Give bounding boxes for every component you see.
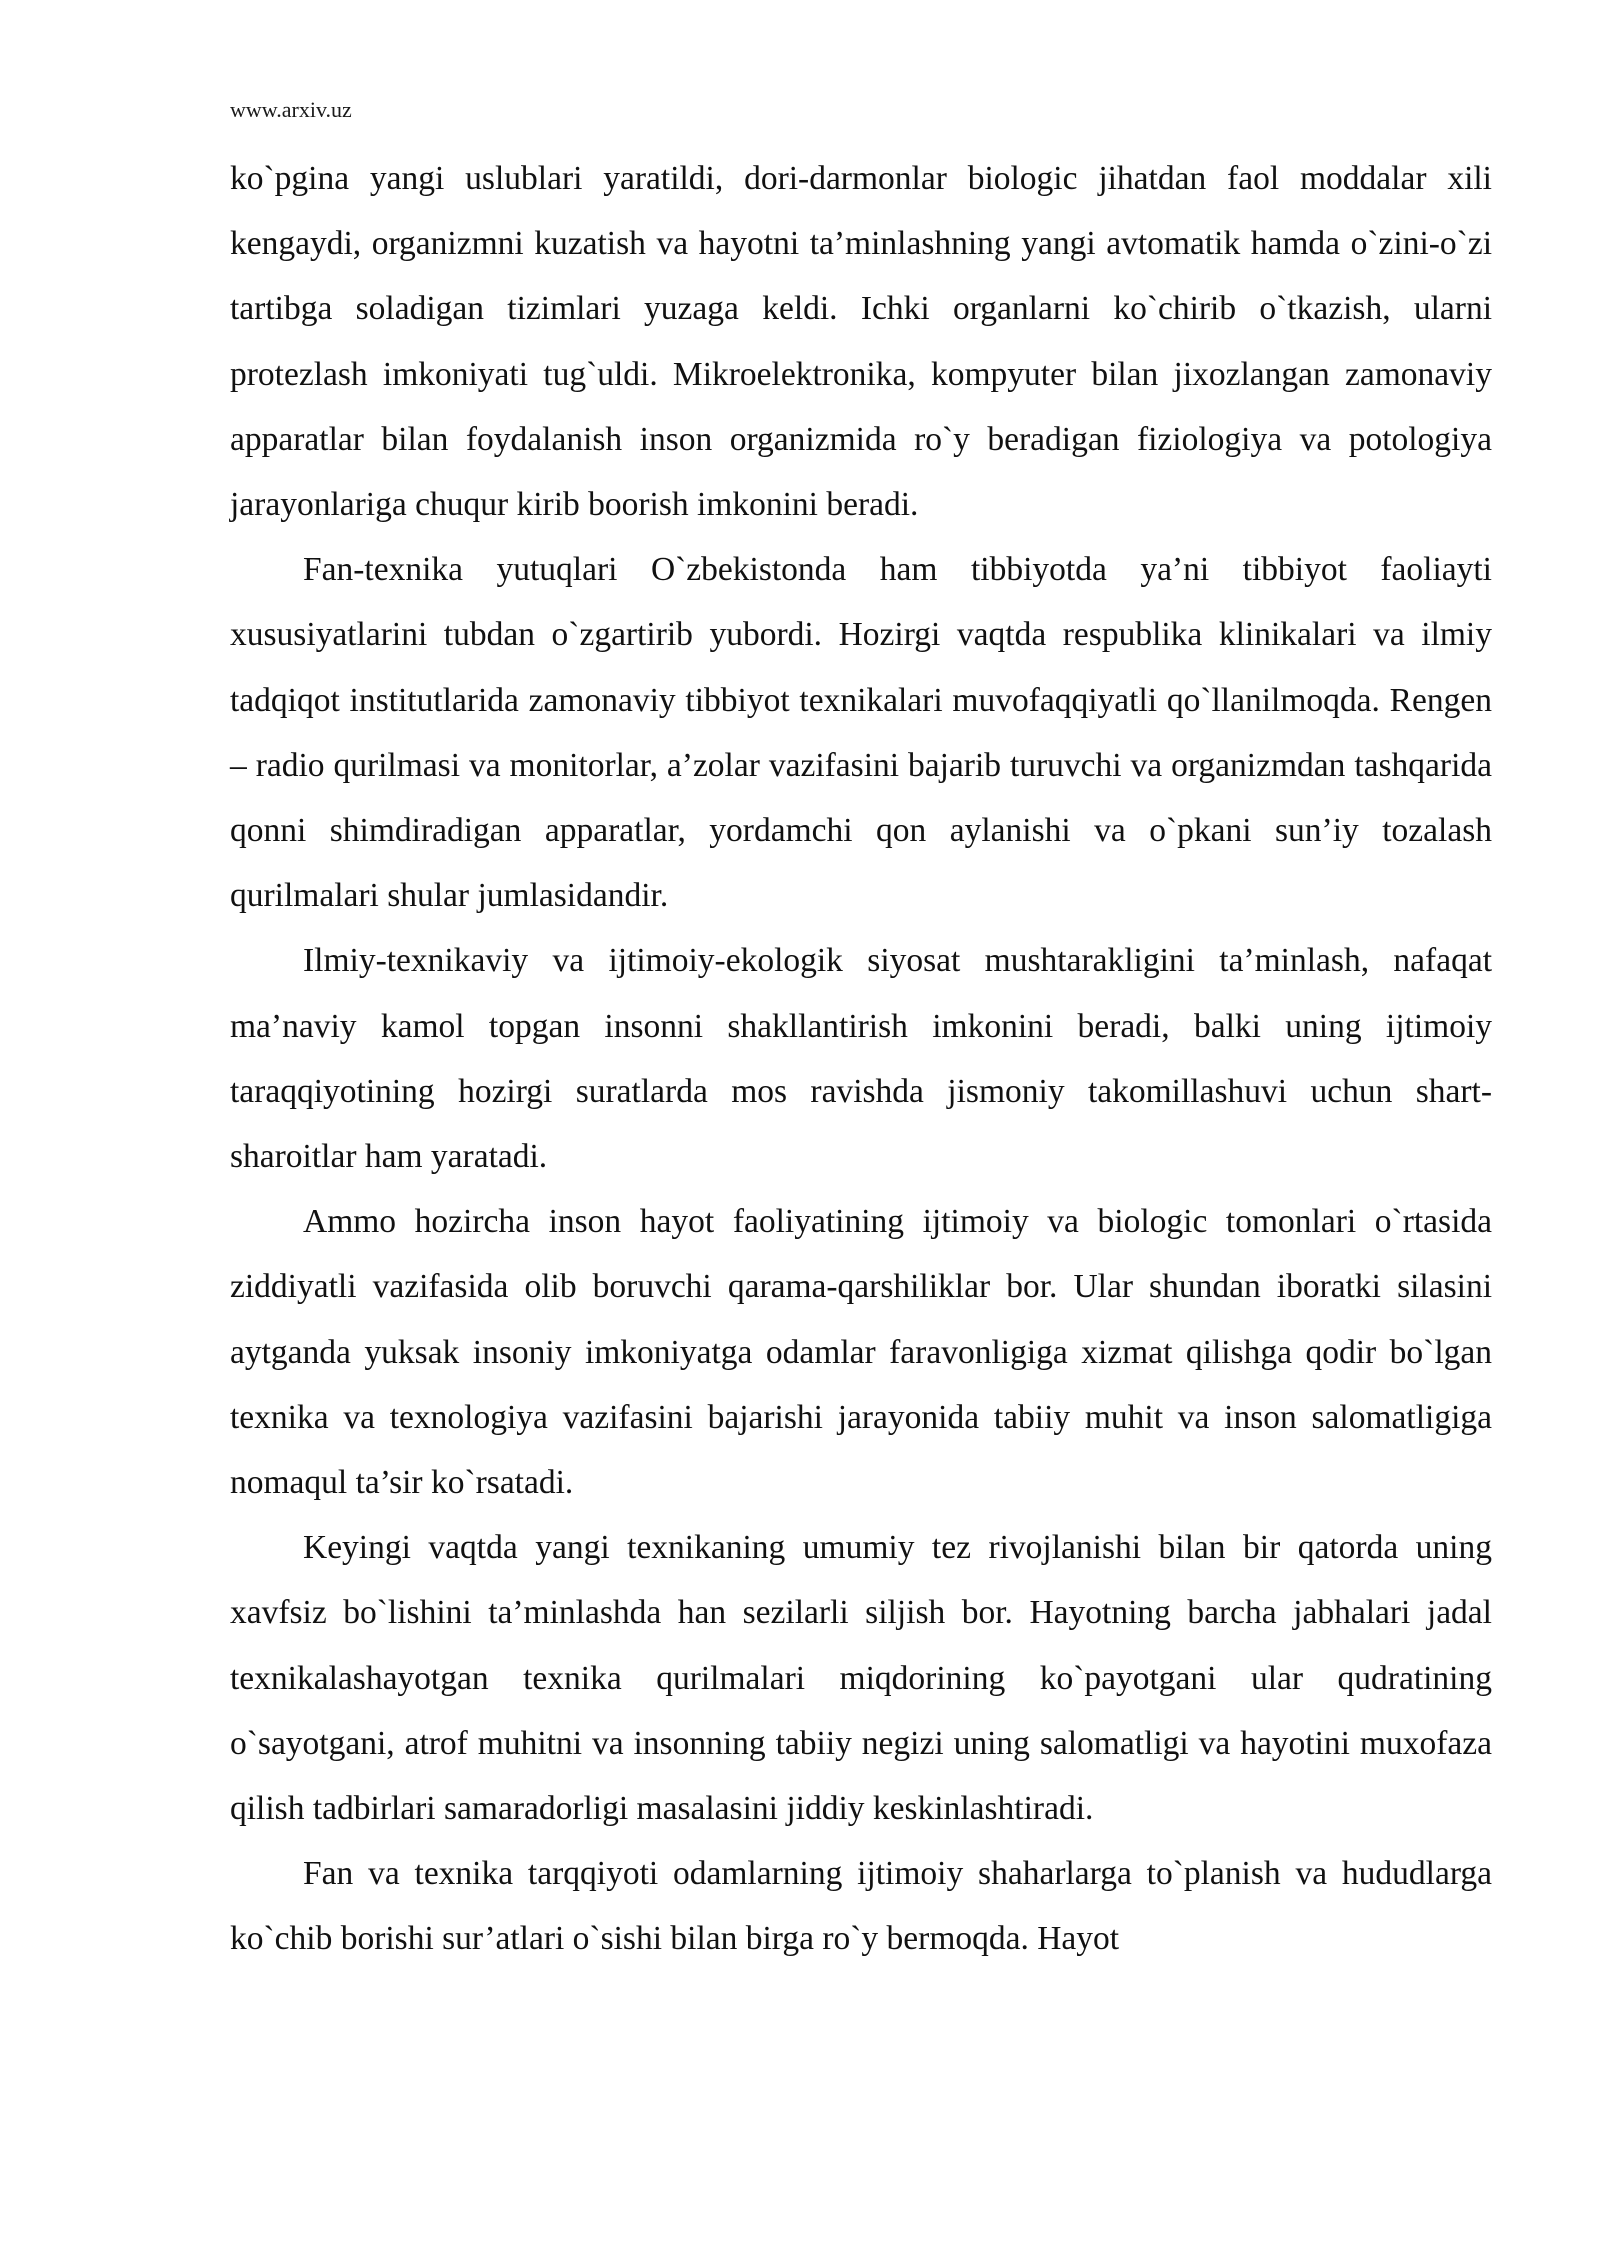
paragraph-5: Keyingi vaqtda yangi texnikaning umumiy tez rivojlanishi bilan bir qatorda uning xavfsiz bo`lishini ta’minlashda han sezilarli siljish bor. Hayotning barcha jabhalari jadal texnikalashayotgan texnika qurilmalari miqdorining ko`payotgani ular qudratining o`sayotgani, atrof muhitni va insonning tabiiy negizi uning salomatligi va hayotini muxofaza qilish tadbirlari samaradorligi masalasini jiddiy keskinlashtiradi. xyxy=(230,1529,1492,1828)
document-body xyxy=(230,146,1492,1972)
header-site-url: www.arxiv.uz xyxy=(230,97,352,122)
paragraph-2: Fan-texnika yutuqlari O`zbekistonda ham tibbiyotda ya’ni tibbiyot faoliayti xususiyatlarini tubdan o`zgartirib yubordi. Hozirgi vaqtda respublika klinikalari va ilmiy tadqiqot institutlarida zamonaviy tibbiyot texnikalari muvofaqqiyatli qo`llanilmoqda. Rengen – radio qurilmasi va monitorlar, a’zolar vazifasini bajarib turuvchi va organizmdan tashqarida qonni shimdiradigan apparatlar, yordamchi qon aylanishi va o`pkani sun’iy tozalash qurilmalari shular jumlasidandir. xyxy=(230,551,1492,915)
paragraph-1: ko`pgina yangi uslublari yaratildi, dori-darmonlar biologic jihatdan faol moddalar xili kengaydi, organizmni kuzatish va hayotni ta’minlashning yangi avtomatik hamda o`zini-o`zi tartibga soladigan tizimlari yuzaga keldi. Ichki organlarni ko`chirib o`tkazish, ularni protezlash imkoniyati tug`uldi. Mikroelektronika, kompyuter bilan jixozlangan zamonaviy apparatlar bilan foydalanish inson organizmida ro`y beradigan fiziologiya va potologiya jarayonlariga chuqur kirib boorish imkonini beradi. xyxy=(230,160,1492,524)
paragraph-4: Ammo hozircha inson hayot faoliyatining ijtimoiy va biologic tomonlari o`rtasida ziddiyatli vazifasida olib boruvchi qarama-qarshiliklar bor. Ular shundan iboratki silasini aytganda yuksak insoniy imkoniyatga odamlar faravonligiga xizmat qilishga qodir bo`lgan texnika va texnologiya vazifasini bajarishi jarayonida tabiiy muhit va inson salomatligiga nomaqul ta’sir ko`rsatadi. xyxy=(230,1203,1492,1502)
paragraph-3: Ilmiy-texnikaviy va ijtimoiy-ekologik siyosat mushtarakligini ta’minlash, nafaqat ma’naviy kamol topgan insonni shakllantirish imkonini beradi, balki uning ijtimoiy taraqqiyotining hozirgi suratlarda mos ravishda jismoniy takomillashuvi uchun shart-sharoitlar ham yaratadi. xyxy=(230,942,1492,1176)
paragraph-6: Fan va texnika tarqqiyoti odamlarning ijtimoiy shaharlarga to`planish va hududlarga ko`chib borishi sur’atlari o`sishi bilan birga ro`y bermoqda. Hayot xyxy=(230,1855,1492,1958)
